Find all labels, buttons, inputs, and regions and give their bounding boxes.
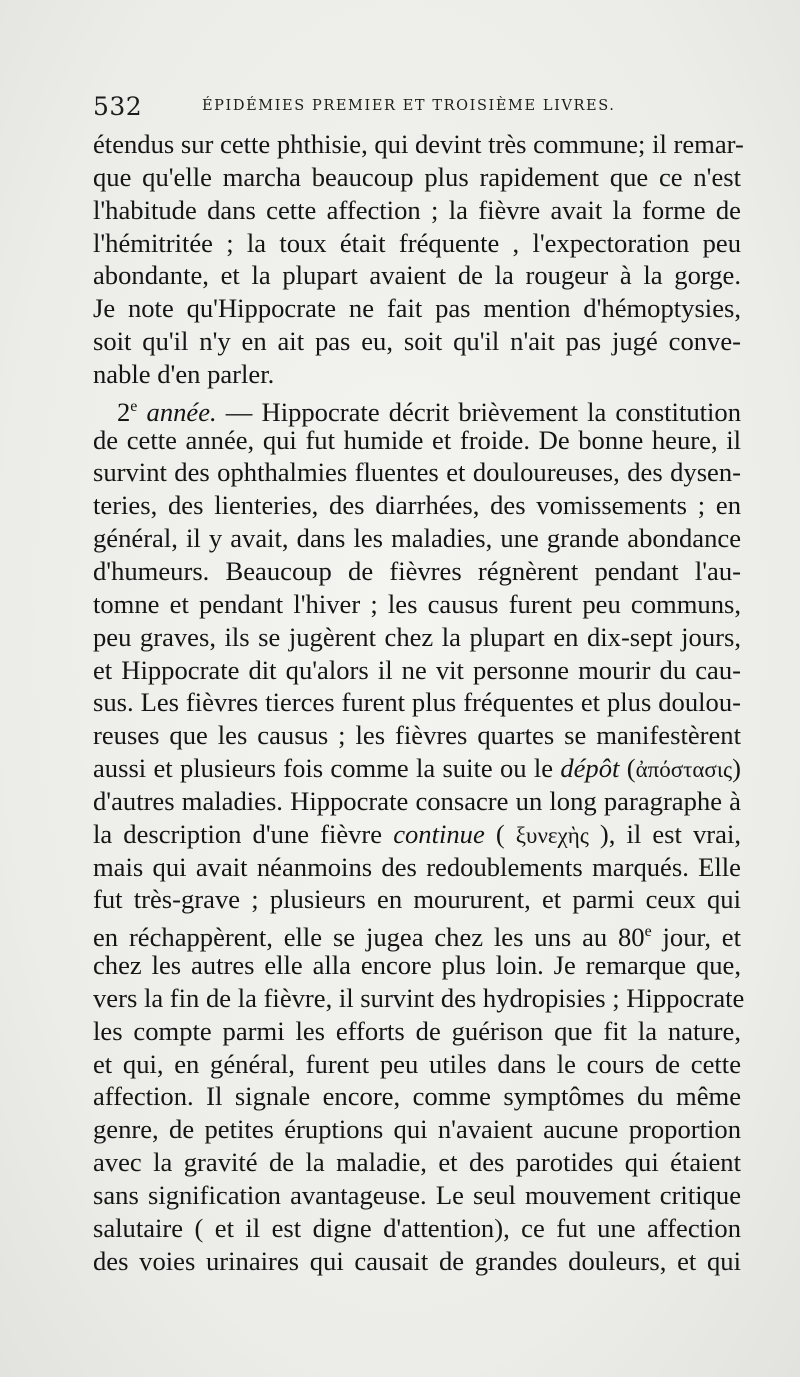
text-line: que qu'elle marcha beaucoup plus rapidement que ce n'est <box>93 161 741 192</box>
text-line: chez les autres elle alla encore plus loin. Je remarque que, <box>93 950 741 981</box>
text-line: soit qu'il n'y en ait pas eu, soit qu'il n'ait pas jugé conve- <box>93 326 741 357</box>
text-line: étendus sur cette phthisie, qui devint très commune; il remar- <box>93 129 744 159</box>
text-line: Je note qu'Hippocrate ne fait pas mention d'hémoptysies, <box>93 293 741 324</box>
page-number: 532 <box>93 92 143 121</box>
text-line: l'habitude dans cette affection ; la fièvre avait la forme de <box>93 194 741 225</box>
text-line: et qui, en général, furent peu utiles dans le cours de cette <box>93 1048 741 1079</box>
body-text <box>93 128 745 1278</box>
text-line: aussi et plusieurs fois comme la suite ou le dépôt (ἀπόστασις) <box>93 753 741 784</box>
text-line: les compte parmi les efforts de guérison que fit la nature, <box>93 1015 741 1046</box>
text-line: général, il y avait, dans les maladies, une grande abondance <box>93 523 741 554</box>
text-line: des voies urinaires qui causait de grandes douleurs, et qui <box>93 1245 741 1276</box>
text-line: reuses que les causus ; les fièvres quartes se manifestèrent <box>93 720 741 751</box>
text-line: de cette année, qui fut humide et froide. De bonne heure, il <box>93 424 741 455</box>
text-line: et Hippocrate dit qu'alors il ne vit personne mourir du cau- <box>93 654 741 685</box>
text-line: nable d'en parler. <box>93 358 275 389</box>
text-line: d'autres maladies. Hippocrate consacre un long paragraphe à <box>93 785 741 816</box>
text-line: tomne et pendant l'hiver ; les causus furent peu communs, <box>93 588 741 619</box>
text-line: d'humeurs. Beaucoup de fièvres régnèrent pendant l'au- <box>93 555 741 586</box>
text-line: affection. Il signale encore, comme symptômes du même <box>93 1081 741 1112</box>
text-line: survint des ophthalmies fluentes et douloureuses, des dysen- <box>93 457 741 488</box>
text-line: 2e année. — Hippocrate décrit brièvement la constitution <box>117 396 741 427</box>
text-line: teries, des lienteries, des diarrhées, des vomissements ; en <box>93 490 741 521</box>
text-line: fut très-grave ; plusieurs en moururent, et parmi ceux qui <box>93 884 741 915</box>
text-line: peu graves, ils se jugèrent chez la plupart en dix-sept jours, <box>93 621 741 652</box>
text-line: mais qui avait néanmoins des redoublements marqués. Elle <box>93 851 741 882</box>
text-line: avec la gravité de la maladie, et des parotides qui étaient <box>93 1147 741 1178</box>
text-line: sus. Les fièvres tierces furent plus fréquentes et plus doulou- <box>93 687 741 718</box>
text-line: sans signification avantageuse. Le seul mouvement critique <box>93 1180 741 1210</box>
running-title: ÉPIDÉMIES PREMIER ET TROISIÈME LIVRES. <box>202 98 616 114</box>
text-line: vers la fin de la fièvre, il survint des hydropisies ; Hippocrate <box>93 982 745 1013</box>
text-line: salutaire ( et il est digne d'attention), ce fut une affection <box>93 1212 741 1243</box>
text-line: genre, de petites éruptions qui n'avaient aucune proportion <box>93 1114 741 1145</box>
text-line: la description d'une fièvre continue ( ξυνεχὴς ), il est vrai, <box>93 818 741 849</box>
text-line: en réchappèrent, elle se jugea chez les uns au 80e jour, et <box>93 922 741 953</box>
text-line: l'hémitritée ; la toux était fréquente , l'expectoration peu <box>93 227 741 258</box>
text-line: abondante, et la plupart avaient de la rougeur à la gorge. <box>93 260 741 291</box>
page-header <box>93 94 743 124</box>
